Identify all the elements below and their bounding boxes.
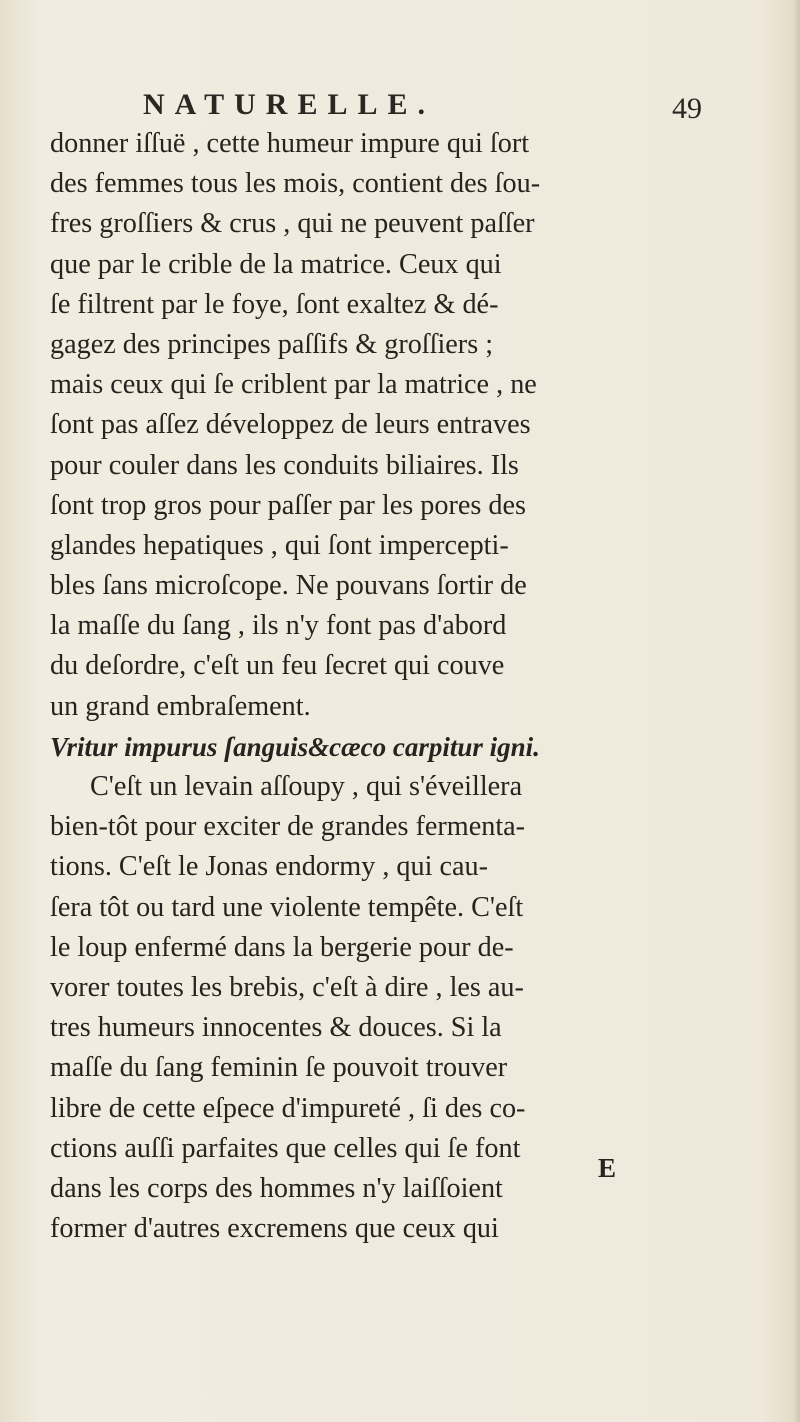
text-line: fres groſſiers & crus , qui ne peuvent paſſer bbox=[50, 208, 535, 240]
page-number: 49 bbox=[672, 92, 702, 125]
text-line: donner iſſuë , cette humeur impure qui ſort bbox=[50, 128, 530, 159]
text-line: un grand embraſement. bbox=[50, 690, 311, 722]
text-line: que par le crible de la matrice. Ceux qui bbox=[50, 248, 502, 280]
page-edge bbox=[794, 0, 800, 1422]
text-line: libre de cette eſpece d'impureté , ſi des co- bbox=[50, 1092, 526, 1124]
running-title: NATURELLE. bbox=[143, 88, 435, 121]
text-line: ctions auſſi parfaites que celles qui ſe font bbox=[50, 1132, 521, 1164]
page-header bbox=[0, 88, 800, 128]
text-line: maſſe du ſang feminin ſe pouvoit trouver bbox=[50, 1052, 508, 1084]
text-line: gagez des principes paſſifs & groſſiers ; bbox=[50, 328, 494, 360]
text-line: le loup enfermé dans la bergerie pour de- bbox=[50, 931, 514, 963]
text-line: des femmes tous les mois, contient des ſou- bbox=[50, 168, 541, 200]
text-line: mais ceux qui ſe criblent par la matrice , ne bbox=[50, 369, 537, 401]
text-line: dans les corps des hommes n'y laiſſoient bbox=[50, 1172, 503, 1204]
text-line: du deſordre, c'eſt un feu ſecret qui couve bbox=[50, 650, 505, 682]
text-line: former d'autres excremens que ceux qui bbox=[50, 1213, 499, 1245]
text-line: ſe filtrent par le foye, ſont exaltez & dé- bbox=[50, 288, 499, 320]
text-line: vorer toutes les brebis, c'eſt à dire , les au- bbox=[50, 971, 524, 1003]
signature-mark: E bbox=[598, 1153, 617, 1183]
text-line: glandes hepatiques , qui ſont impercepti- bbox=[50, 529, 509, 561]
body-text bbox=[50, 124, 765, 1249]
text-line: ſont pas aſſez développez de leurs entraves bbox=[50, 409, 531, 441]
text-line: tres humeurs innocentes & douces. Si la bbox=[50, 1012, 502, 1044]
latin-verse: Vritur impurus ſanguis&cæco carpitur igni. bbox=[50, 731, 540, 762]
text-line: tions. C'eſt le Jonas endormy , qui cau- bbox=[50, 851, 488, 883]
text-line: ſera tôt ou tard une violente tempête. C'eſt bbox=[50, 891, 524, 923]
text-line: C'eſt un levain aſſoupy , qui s'éveillera bbox=[90, 771, 523, 802]
text-line: bles ſans microſcope. Ne pouvans ſortir de bbox=[50, 570, 527, 602]
text-line: ſont trop gros pour paſſer par les pores des bbox=[50, 489, 526, 521]
text-line: bien-tôt pour exciter de grandes fermenta- bbox=[50, 811, 526, 843]
text-line: pour couler dans les conduits biliaires. Ils bbox=[50, 449, 519, 481]
text-line: la maſſe du ſang , ils n'y font pas d'abord bbox=[50, 610, 507, 642]
